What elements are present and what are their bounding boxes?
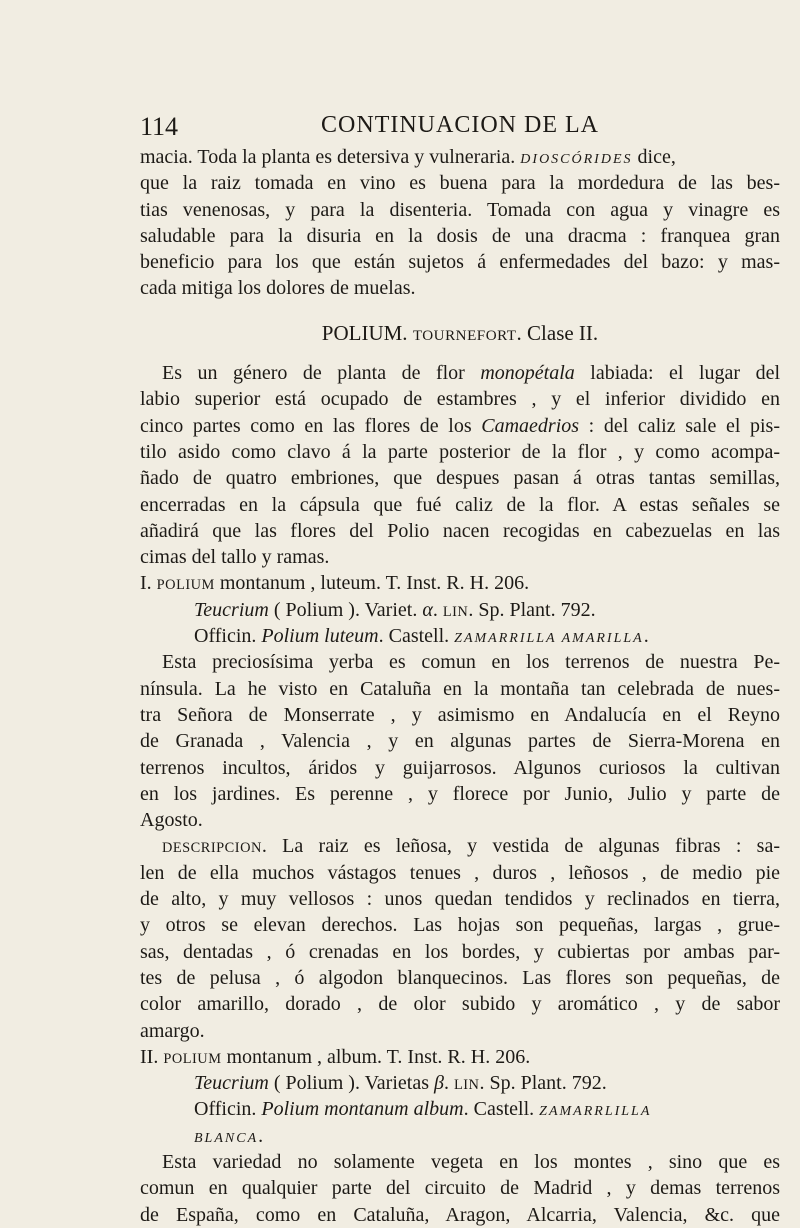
- text-line: [140, 1018, 780, 1044]
- text-line: [140, 991, 780, 1017]
- text-run: ñado de quatro embriones, que despues pasan á otras tantas semillas,: [140, 467, 780, 490]
- text-run: labiada: el lugar del: [574, 362, 780, 385]
- text-run: terrenos incultos, áridos y guijarrosos. Algunos curiosos la cultivan: [140, 756, 780, 779]
- text-run: Camaedrios: [481, 414, 580, 437]
- text-run: DESCRIPCION: [162, 840, 262, 857]
- text-line: [140, 886, 780, 912]
- text-run: comun en qualquier parte del circuito de Madrid , y demas terrenos: [140, 1177, 780, 1200]
- text-run: Esta variedad no solamente vegeta en los montes , sino que es: [162, 1150, 780, 1173]
- text-line: [140, 860, 780, 886]
- text-run: .: [432, 598, 443, 621]
- text-run: Esta preciosísima yerba es comun en los terrenos de nuestra Pe-: [162, 651, 780, 674]
- text-run: POLIUM: [163, 1050, 222, 1067]
- text-run: . Clase II.: [516, 320, 599, 345]
- text-run: β: [434, 1072, 444, 1095]
- text-line: [140, 807, 780, 833]
- text-run: que la raiz tomada en vino es buena para la mordedura de las bes-: [140, 172, 780, 195]
- text-run: ZAMARRILLA AMARILLA: [454, 631, 644, 647]
- text-run: Es un género de planta de flor: [162, 362, 481, 385]
- text-line: [140, 1096, 780, 1122]
- text-line: [140, 676, 780, 702]
- text-run: cada mitiga los dolores de muelas.: [140, 277, 416, 300]
- text-run: len de ella muchos vástagos tenues , duros , leñosos , de medio pie: [140, 861, 780, 884]
- text-line: [140, 386, 780, 412]
- text-run: tra Señora de Monserrate , y asimismo en Andalucía en el Reyno: [140, 703, 780, 726]
- text-run: y otros se elevan derechos. Las hojas son pequeñas, largas , grue-: [140, 914, 780, 937]
- text-line: [140, 413, 780, 439]
- text-run: color amarillo, dorado , de olor subido y aromático , y de sabor: [140, 993, 780, 1016]
- text-run: añadirá que las flores del Polio nacen recogidas en cabezuelas en las: [140, 519, 780, 542]
- text-line: [140, 1149, 780, 1175]
- text-run: I.: [140, 572, 157, 595]
- page-number: 114: [140, 112, 179, 141]
- text-line: [140, 197, 780, 223]
- text-run: Teucrium: [194, 598, 269, 621]
- text-line: [140, 144, 780, 170]
- page-header: [140, 112, 780, 148]
- text-run: beneficio para los que están sujetos á enfermedades del bazo: y mas-: [140, 251, 780, 274]
- text-run: BLANCA: [194, 1130, 259, 1146]
- text-line: [140, 544, 780, 570]
- text-run: ( Polium ). Variet.: [268, 598, 423, 621]
- text-run: cimas del tallo y ramas.: [140, 546, 330, 569]
- text-run: macia. Toda la planta es detersiva y vulneraria.: [140, 146, 521, 168]
- text-run: Agosto.: [140, 809, 203, 832]
- text-line: [140, 623, 780, 649]
- text-run: ZAMARRLILLA: [539, 1104, 652, 1120]
- text-run: dice,: [632, 146, 676, 168]
- running-title: CONTINUACION DE LA: [321, 112, 599, 138]
- text-line: [140, 702, 780, 728]
- text-run: monopétala: [480, 362, 575, 385]
- text-run: sas, dentadas , ó crenadas en los bordes, y cubiertas por ambas par-: [140, 940, 780, 963]
- text-line: [140, 570, 780, 596]
- text-run: nínsula. La he visto en Cataluña en la montaña tan celebrada de nues-: [140, 677, 780, 700]
- text-run: en los jardines. Es perenne , y florece por Junio, Julio y parte de: [140, 782, 780, 805]
- text-run: . Castell.: [378, 625, 455, 648]
- text-line: [140, 439, 780, 465]
- text-run: II.: [140, 1045, 164, 1068]
- text-line: [140, 965, 780, 991]
- text-line: [140, 518, 780, 544]
- text-run: ( Polium ). Varietas: [268, 1072, 434, 1095]
- text-run: DIOSCÓRIDES: [520, 152, 633, 167]
- body-text: [140, 144, 780, 1228]
- text-line: [140, 649, 780, 675]
- text-line: [140, 939, 780, 965]
- text-line: [140, 1123, 780, 1149]
- text-run: Polium luteum: [261, 625, 379, 648]
- text-run: tilo asido como clavo á la parte posterior de la flor , y como acompa-: [140, 440, 780, 463]
- text-line: [140, 597, 780, 623]
- text-line: [140, 275, 780, 301]
- text-run: LIN: [442, 603, 469, 620]
- text-run: Polium montanum album: [261, 1098, 464, 1121]
- text-line: [140, 465, 780, 491]
- text-run: POLIUM: [156, 577, 215, 594]
- text-run: . La raiz es leñosa, y vestida de algunas fibras : sa-: [261, 835, 780, 858]
- text-run: de alto, y muy vellosos : unos quedan tendidos y reclinados en tierra,: [140, 888, 780, 911]
- text-line: [140, 223, 780, 249]
- section-heading: [140, 320, 780, 346]
- text-run: montanum , luteum. T. Inst. R. H. 206.: [214, 572, 530, 595]
- text-run: .: [443, 1072, 454, 1095]
- text-line: [140, 912, 780, 938]
- text-line: [140, 833, 780, 859]
- text-line: [140, 249, 780, 275]
- text-line: [140, 755, 780, 781]
- text-run: . Castell.: [463, 1098, 540, 1121]
- text-run: montanum , album. T. Inst. R. H. 206.: [221, 1045, 531, 1068]
- text-run: labio superior está ocupado de estambres , y el inferior dividido en: [140, 388, 780, 411]
- text-run: tes de pelusa , ó algodon blanquecinos. Las flores son pequeñas, de: [140, 966, 780, 989]
- text-run: : del caliz sale el pis-: [579, 414, 780, 437]
- text-run: .: [258, 1124, 264, 1147]
- text-run: TOURNEFORT: [412, 327, 517, 344]
- text-run: tias venenosas, y para la disenteria. Tomada con agua y vinagre es: [140, 198, 780, 221]
- text-run: . Sp. Plant. 792.: [479, 1072, 607, 1095]
- text-line: [140, 1202, 780, 1228]
- text-run: saludable para la disuria en la dosis de una dracma : franquea gran: [140, 224, 780, 247]
- text-run: Officin.: [194, 1098, 262, 1121]
- text-line: [140, 170, 780, 196]
- text-run: .: [643, 625, 649, 648]
- text-run: amargo.: [140, 1019, 205, 1042]
- text-run: de España, como en Cataluña, Aragon, Alcarria, Valencia, &c. que: [140, 1203, 780, 1226]
- text-line: [140, 360, 780, 386]
- text-run: cinco partes como en las flores de los: [140, 414, 482, 437]
- text-line: [140, 1070, 780, 1096]
- text-run: POLIUM.: [321, 320, 413, 345]
- text-run: encerradas en la cápsula que fué caliz de la flor. A estas señales se: [140, 493, 780, 516]
- text-line: [140, 1175, 780, 1201]
- text-run: α: [422, 598, 433, 621]
- text-run: Teucrium: [194, 1072, 269, 1095]
- text-run: LIN: [453, 1077, 480, 1094]
- text-run: de Granada , Valencia , y en algunas partes de Sierra-Morena en: [140, 730, 780, 753]
- text-run: . Sp. Plant. 792.: [468, 598, 596, 621]
- text-line: [140, 1044, 780, 1070]
- text-line: [140, 492, 780, 518]
- text-run: Officin.: [194, 625, 262, 648]
- text-line: [140, 728, 780, 754]
- text-line: [140, 781, 780, 807]
